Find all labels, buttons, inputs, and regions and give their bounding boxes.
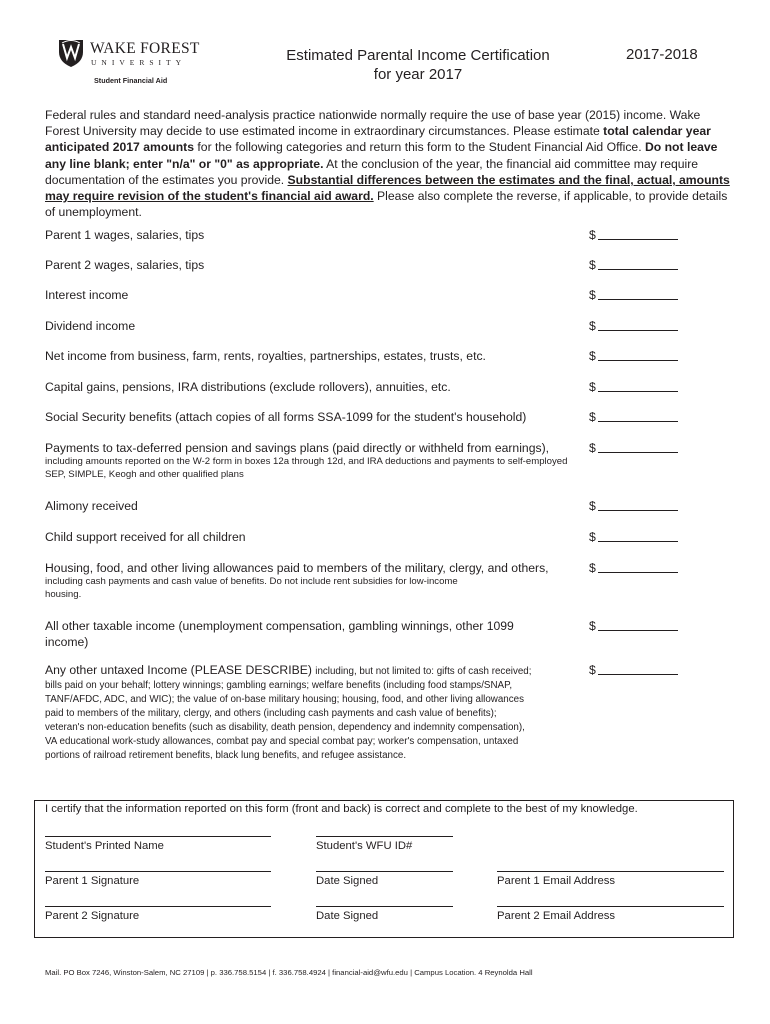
- amount-blank[interactable]: [598, 227, 678, 240]
- footer-contact: Mail. PO Box 7246, Winston-Salem, NC 27109 | p. 336.758.5154 | f. 336.758.4924 | financial-aid@wfu.edu | Campus Location. 4 Reynolda Hall: [45, 968, 533, 977]
- dollar-sign: $: [589, 410, 596, 424]
- dollar-sign: $: [589, 380, 596, 394]
- line-label: Capital gains, pensions, IRA distributions (exclude rollovers), annuities, etc.: [45, 380, 451, 394]
- amount-field-capital-gains[interactable]: [589, 379, 678, 395]
- student-id-line[interactable]: [316, 836, 453, 837]
- title-line-1: Estimated Parental Income Certification: [286, 47, 550, 64]
- parent1-signature-line[interactable]: [45, 871, 271, 872]
- amount-blank[interactable]: [598, 318, 678, 331]
- dollar-sign: $: [589, 441, 596, 455]
- amount-field-other-untaxed[interactable]: [589, 662, 678, 678]
- title-line-2: for year 2017: [373, 66, 463, 83]
- student-name-label: Student's Printed Name: [45, 840, 164, 852]
- amount-blank[interactable]: [598, 498, 678, 511]
- amount-field-living-allowances[interactable]: [589, 560, 678, 576]
- line-label: Social Security benefits (attach copies of all forms SSA-1099 for the student's household): [45, 410, 527, 424]
- amount-field-business[interactable]: [589, 348, 678, 364]
- parent2-email-line[interactable]: [497, 906, 724, 907]
- income-line-parent2-wages: [45, 257, 605, 273]
- logo-name: WAKE FOREST: [90, 40, 200, 57]
- date2-line[interactable]: [316, 906, 453, 907]
- amount-field-other-taxable[interactable]: [589, 618, 678, 634]
- line-label: Parent 2 wages, salaries, tips: [45, 258, 205, 272]
- amount-field-parent1-wages[interactable]: [589, 227, 678, 243]
- income-line-child-support: [45, 529, 605, 545]
- dollar-sign: $: [589, 258, 596, 272]
- form-title: [248, 46, 588, 84]
- line-note: including amounts reported on the W-2 form in boxes 12a through 12d, and IRA deductions and payments to self-employed SEP, SIMPLE, Keogh and other qualified plans: [45, 456, 568, 480]
- income-line-social-security: [45, 409, 590, 425]
- dollar-sign: $: [589, 499, 596, 513]
- income-line-other-taxable: [45, 618, 555, 650]
- income-line-other-untaxed: [45, 664, 535, 762]
- amount-blank[interactable]: [598, 529, 678, 542]
- line-label: All other taxable income (unemployment compensation, gambling winnings, other 1099 income): [45, 619, 514, 649]
- dollar-sign: $: [589, 663, 596, 677]
- line-label: Alimony received: [45, 499, 138, 513]
- dollar-sign: $: [589, 619, 596, 633]
- line-label: Interest income: [45, 288, 129, 302]
- dollar-sign: $: [589, 319, 596, 333]
- intro-bold-1: total calendar year anticipated 2017 amounts: [45, 124, 711, 155]
- amount-blank[interactable]: [598, 662, 678, 675]
- date1-line[interactable]: [316, 871, 453, 872]
- date1-label: Date Signed: [316, 875, 379, 887]
- income-line-business: [45, 348, 605, 364]
- parent2-email-label: Parent 2 Email Address: [497, 910, 616, 922]
- student-name-line[interactable]: [45, 836, 271, 837]
- parent1-signature-label: Parent 1 Signature: [45, 875, 140, 887]
- amount-field-alimony[interactable]: [589, 498, 678, 514]
- student-id-label: Student's WFU ID#: [316, 840, 413, 852]
- line-label: Housing, food, and other living allowances paid to members of the military, clergy, and others,: [45, 561, 549, 575]
- income-line-parent1-wages: [45, 227, 605, 243]
- logo-subtitle: UNIVERSITY: [91, 58, 186, 67]
- certification-statement: I certify that the information reported on this form (front and back) is correct and complete to the best of my knowledge.: [45, 803, 638, 815]
- amount-field-interest[interactable]: [589, 287, 678, 303]
- amount-field-tax-deferred[interactable]: [589, 440, 678, 456]
- amount-field-child-support[interactable]: [589, 529, 678, 545]
- amount-blank[interactable]: [598, 560, 678, 573]
- intro-paragraph: [45, 107, 735, 220]
- amount-blank[interactable]: [598, 618, 678, 631]
- intro-bold-2: Do not leave any line blank; enter "n/a" or "0" as appropriate.: [45, 140, 718, 171]
- amount-blank[interactable]: [598, 440, 678, 453]
- intro-text-4: Please also complete the reverse, if applicable, to provide details of unemployment.: [45, 189, 728, 220]
- aid-year: 2017-2018: [626, 46, 698, 63]
- parent1-email-label: Parent 1 Email Address: [497, 875, 616, 887]
- line-label: Any other untaxed Income (PLEASE DESCRIBE): [45, 663, 316, 677]
- dollar-sign: $: [589, 349, 596, 363]
- amount-blank[interactable]: [598, 409, 678, 422]
- amount-field-parent2-wages[interactable]: [589, 257, 678, 273]
- amount-blank[interactable]: [598, 257, 678, 270]
- university-logo: [56, 38, 216, 88]
- income-line-living-allowances: [45, 560, 590, 601]
- income-line-interest: [45, 287, 605, 303]
- parent1-email-line[interactable]: [497, 871, 724, 872]
- date2-label: Date Signed: [316, 910, 379, 922]
- amount-field-social-security[interactable]: [589, 409, 678, 425]
- income-line-dividend: [45, 318, 605, 334]
- line-label: Net income from business, farm, rents, royalties, partnerships, estates, trusts, etc.: [45, 349, 486, 363]
- shield-crest-icon: [56, 38, 86, 68]
- income-line-tax-deferred: [45, 440, 585, 481]
- line-label: Parent 1 wages, salaries, tips: [45, 228, 205, 242]
- parent2-signature-label: Parent 2 Signature: [45, 910, 140, 922]
- amount-blank[interactable]: [598, 348, 678, 361]
- income-line-capital-gains: [45, 379, 605, 395]
- amount-blank[interactable]: [598, 287, 678, 300]
- logo-department: Student Financial Aid: [94, 76, 168, 85]
- dollar-sign: $: [589, 561, 596, 575]
- dollar-sign: $: [589, 530, 596, 544]
- line-note: including cash payments and cash value of benefits. Do not include rent subsidies for low-income housing.: [45, 576, 458, 600]
- line-label: Dividend income: [45, 319, 136, 333]
- intro-underline: Substantial differences between the estimates and the final, actual, amounts may require revision of the student's financial aid award.: [45, 172, 730, 204]
- dollar-sign: $: [589, 288, 596, 302]
- line-label: Payments to tax-deferred pension and savings plans (paid directly or withheld from earnings),: [45, 441, 550, 455]
- line-note: including, but not limited to: gifts of cash received; bills paid on your behalf; lottery winnings; gambling earnings; welfare benefits (including food stamps/SNAP, TANF/AFDC, ADC, and WIC); the value of on-base military housing; housing, food, and other living allowances paid to members of the military, clergy, and others (including cash payments and cash value of benefits); veteran's non-education benefits (such as disability, death pension, dependency and indemnity compensation), VA educational work-study allowances, combat pay and special combat pay; worker's compensation, untaxed portions of railroad retirement benefits, black lung benefits, and refugee assistance.: [45, 666, 532, 761]
- income-line-alimony: [45, 498, 605, 514]
- amount-field-dividend[interactable]: [589, 318, 678, 334]
- parent2-signature-line[interactable]: [45, 906, 271, 907]
- intro-text-3: At the conclusion of the year, the financial aid committee may require documentation of the estimates you provide.: [45, 156, 699, 187]
- intro-text-2: for the following categories and return this form to the Student Financial Aid Office.: [194, 140, 645, 155]
- intro-text-1: Federal rules and standard need-analysis practice nationwide normally require the use of base year (2015) income. Wake Forest University may decide to use estimated income in extraordinary circumstances. Please estimate: [45, 108, 701, 139]
- dollar-sign: $: [589, 228, 596, 242]
- amount-blank[interactable]: [598, 379, 678, 392]
- line-label: Child support received for all children: [45, 530, 246, 544]
